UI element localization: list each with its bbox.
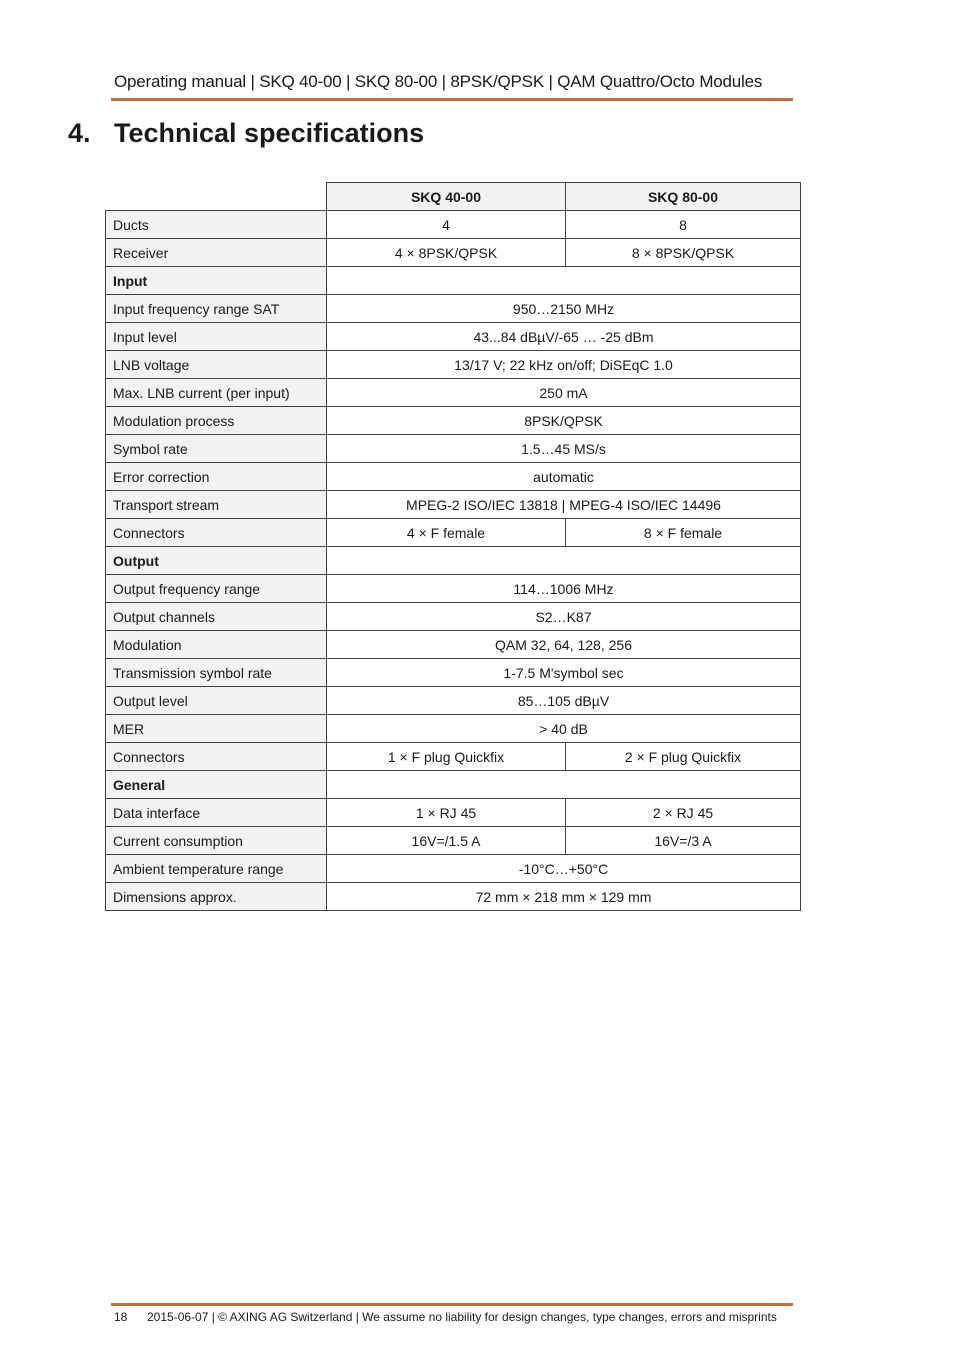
value-cell-skq80: 2 × RJ 45 bbox=[566, 799, 801, 827]
row-label: Current consumption bbox=[106, 827, 327, 855]
table-header-row bbox=[106, 183, 801, 211]
table-row bbox=[106, 351, 801, 379]
value-cell-shared: 72 mm × 218 mm × 129 mm bbox=[327, 883, 801, 911]
table-section-row bbox=[106, 771, 801, 799]
value-cell-skq40: 16V=/1.5 A bbox=[327, 827, 566, 855]
row-label: LNB voltage bbox=[106, 351, 327, 379]
footer-rule bbox=[111, 1303, 793, 1306]
section-empty-cell bbox=[327, 547, 801, 575]
section-number: 4. bbox=[68, 118, 91, 148]
table-row bbox=[106, 883, 801, 911]
value-cell-shared: > 40 dB bbox=[327, 715, 801, 743]
row-label: Receiver bbox=[106, 239, 327, 267]
table-header-corner bbox=[106, 183, 327, 211]
section-title: Technical specifications bbox=[114, 118, 425, 148]
table-row bbox=[106, 631, 801, 659]
row-label: Ambient temperature range bbox=[106, 855, 327, 883]
row-label: Data interface bbox=[106, 799, 327, 827]
value-cell-skq80: 8 bbox=[566, 211, 801, 239]
value-cell-skq80: 16V=/3 A bbox=[566, 827, 801, 855]
value-cell-shared: S2…K87 bbox=[327, 603, 801, 631]
column-header-skq80: SKQ 80-00 bbox=[566, 183, 801, 211]
value-cell-shared: 13/17 V; 22 kHz on/off; DiSEqC 1.0 bbox=[327, 351, 801, 379]
section-heading bbox=[68, 118, 424, 149]
page-number: 18 bbox=[114, 1310, 128, 1324]
value-cell-shared: 250 mA bbox=[327, 379, 801, 407]
row-label: Symbol rate bbox=[106, 435, 327, 463]
row-label: Transmission symbol rate bbox=[106, 659, 327, 687]
value-cell-skq40: 4 bbox=[327, 211, 566, 239]
table-row bbox=[106, 855, 801, 883]
value-cell-shared: 950…2150 MHz bbox=[327, 295, 801, 323]
section-empty-cell bbox=[327, 771, 801, 799]
header-rule bbox=[111, 98, 793, 101]
row-label: Max. LNB current (per input) bbox=[106, 379, 327, 407]
table-row bbox=[106, 463, 801, 491]
value-cell-shared: 85…105 dBµV bbox=[327, 687, 801, 715]
table-row bbox=[106, 799, 801, 827]
section-empty-cell bbox=[327, 267, 801, 295]
value-cell-shared: QAM 32, 64, 128, 256 bbox=[327, 631, 801, 659]
row-label: Error correction bbox=[106, 463, 327, 491]
table-row bbox=[106, 491, 801, 519]
row-label: Modulation process bbox=[106, 407, 327, 435]
row-label: Modulation bbox=[106, 631, 327, 659]
table-row bbox=[106, 295, 801, 323]
table-row bbox=[106, 603, 801, 631]
value-cell-skq80: 2 × F plug Quickfix bbox=[566, 743, 801, 771]
value-cell-shared: 1.5…45 MS/s bbox=[327, 435, 801, 463]
value-cell-shared: 8PSK/QPSK bbox=[327, 407, 801, 435]
section-label: Output bbox=[106, 547, 327, 575]
table-row bbox=[106, 323, 801, 351]
spec-table bbox=[105, 182, 801, 911]
table-row bbox=[106, 715, 801, 743]
table-section-row bbox=[106, 547, 801, 575]
section-label: General bbox=[106, 771, 327, 799]
value-cell-shared: MPEG-2 ISO/IEC 13818 | MPEG-4 ISO/IEC 14496 bbox=[327, 491, 801, 519]
row-label: Connectors bbox=[106, 519, 327, 547]
spec-table-body bbox=[106, 211, 801, 911]
section-label: Input bbox=[106, 267, 327, 295]
column-header-skq40: SKQ 40-00 bbox=[327, 183, 566, 211]
value-cell-shared: -10°C…+50°C bbox=[327, 855, 801, 883]
table-row bbox=[106, 407, 801, 435]
row-label: Output channels bbox=[106, 603, 327, 631]
table-row bbox=[106, 827, 801, 855]
table-row bbox=[106, 659, 801, 687]
value-cell-skq40: 4 × 8PSK/QPSK bbox=[327, 239, 566, 267]
row-label: Connectors bbox=[106, 743, 327, 771]
value-cell-skq80: 8 × F female bbox=[566, 519, 801, 547]
row-label: Ducts bbox=[106, 211, 327, 239]
row-label: Output frequency range bbox=[106, 575, 327, 603]
table-row bbox=[106, 211, 801, 239]
value-cell-skq80: 8 × 8PSK/QPSK bbox=[566, 239, 801, 267]
table-row bbox=[106, 379, 801, 407]
value-cell-skq40: 4 × F female bbox=[327, 519, 566, 547]
row-label: Transport stream bbox=[106, 491, 327, 519]
value-cell-skq40: 1 × RJ 45 bbox=[327, 799, 566, 827]
table-row bbox=[106, 519, 801, 547]
table-row bbox=[106, 575, 801, 603]
table-section-row bbox=[106, 267, 801, 295]
header-title: Operating manual | SKQ 40-00 | SKQ 80-00 | 8PSK/QPSK | QAM Quattro/Octo Modules bbox=[114, 72, 763, 91]
table-row bbox=[106, 239, 801, 267]
value-cell-shared: 1-7.5 M'symbol sec bbox=[327, 659, 801, 687]
table-row bbox=[106, 435, 801, 463]
row-label: Input frequency range SAT bbox=[106, 295, 327, 323]
table-row bbox=[106, 743, 801, 771]
value-cell-shared: 43...84 dBµV/-65 … -25 dBm bbox=[327, 323, 801, 351]
row-label: Dimensions approx. bbox=[106, 883, 327, 911]
row-label: Input level bbox=[106, 323, 327, 351]
value-cell-shared: automatic bbox=[327, 463, 801, 491]
row-label: Output level bbox=[106, 687, 327, 715]
value-cell-shared: 114…1006 MHz bbox=[327, 575, 801, 603]
page-footer bbox=[114, 1310, 777, 1324]
table-row bbox=[106, 687, 801, 715]
value-cell-skq40: 1 × F plug Quickfix bbox=[327, 743, 566, 771]
footer-text: 2015-06-07 | © AXING AG Switzerland | We assume no liability for design changes, type changes, errors and misprints bbox=[147, 1310, 777, 1324]
row-label: MER bbox=[106, 715, 327, 743]
